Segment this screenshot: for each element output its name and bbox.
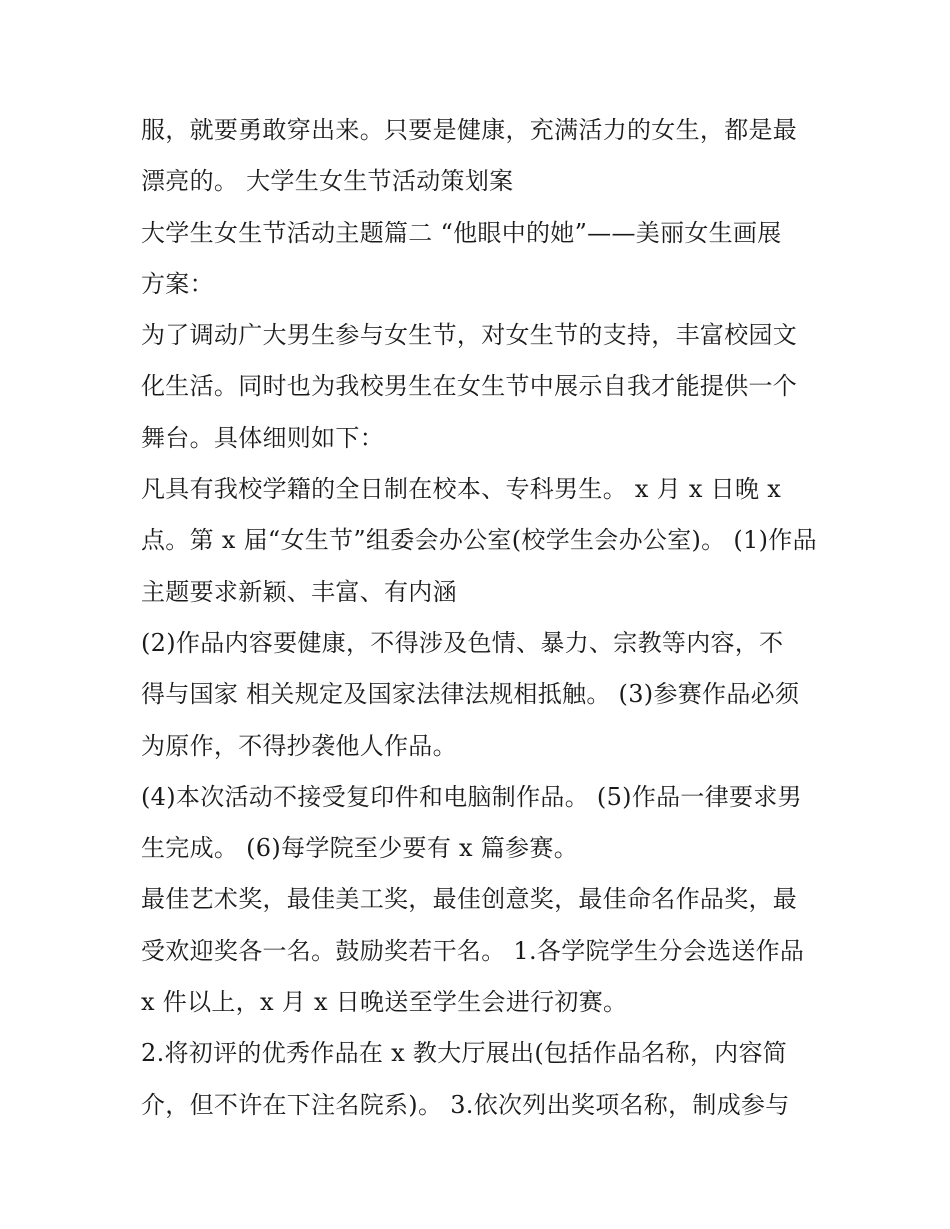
text-line: 2.将初评的优秀作品在 x 教大厅展出(包括作品名称，内容简 [141,1039,788,1068]
text-line: 服，就要勇敢穿出来。只要是健康，充满活力的女生，都是最 [141,116,798,144]
text-line: 大学生女生节活动主题篇二 “他眼中的她”——美丽女生画展 [141,218,782,247]
text-line: 主题要求新颖、丰富、有内涵 [141,577,457,606]
text-line: 漂亮的。 大学生女生节活动策划案 [141,167,514,196]
text-line: 生完成。 (6)每学院至少要有 x 篇参赛。 [141,834,579,863]
text-line: 得与国家 相关规定及国家法律法规相抵触。 (3)参赛作品必须 [141,680,800,709]
text-line: (4)本次活动不接受复印件和电脑制作品。 (5)作品一律要求男 [141,782,802,811]
text-line: 方案： [141,269,214,298]
text-line: 介，但不许在下注名院系)。 3.依次列出奖项名称，制成参与 [141,1090,790,1119]
text-line: 为原作，不得抄袭他人作品。 [141,731,457,760]
text-line: (2)作品内容要健康，不得涉及色情、暴力、宗教等内容，不 [141,628,784,657]
document-body [141,105,821,1131]
text-line: x 件以上，x 月 x 日晚送至学生会进行初赛。 [141,988,628,1017]
text-line: 舞台。具体细则如下： [141,423,384,452]
text-line: 化生活。同时也为我校男生在女生节中展示自我才能提供一个 [141,372,798,401]
text-line: 凡具有我校学籍的全日制在校本、专科男生。 x 月 x 日晚 x [141,475,782,504]
text-line: 受欢迎奖各一名。鼓励奖若干名。 1.各学院学生分会选送作品 [141,936,805,965]
text-line: 点。第 x 届“女生节”组委会办公室(校学生会办公室)。 (1)作品 [141,526,817,555]
text-line: 最佳艺术奖，最佳美工奖，最佳创意奖，最佳命名作品奖，最 [141,885,798,914]
text-line: 为了调动广大男生参与女生节，对女生节的支持，丰富校园文 [141,321,798,350]
